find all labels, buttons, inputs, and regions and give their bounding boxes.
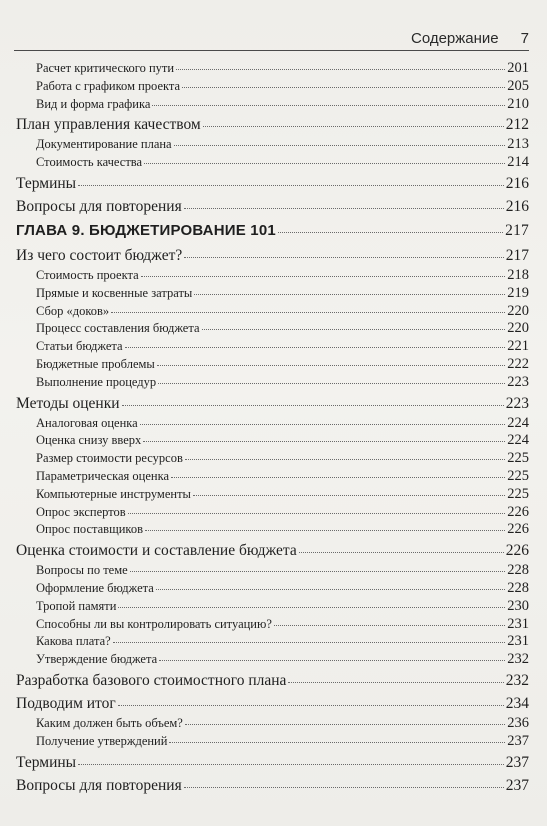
dot-leader — [152, 96, 505, 106]
toc-chapter-entry — [16, 218, 529, 244]
dot-leader — [144, 154, 505, 164]
dot-leader — [202, 321, 506, 331]
toc-entry — [16, 751, 529, 774]
toc-entry-title: Бюджетные проблемы — [36, 356, 155, 371]
toc-entry-title: Какова плата? — [36, 634, 111, 649]
toc-entry — [16, 113, 529, 136]
toc-entry-page-number: 221 — [507, 338, 529, 355]
toc-entry-title: Процесс составления бюджета — [36, 321, 200, 336]
running-header — [14, 30, 529, 50]
dot-leader — [184, 197, 504, 209]
toc-entry — [16, 374, 529, 392]
toc-entry-title: Способны ли вы контролировать ситуацию? — [36, 616, 272, 631]
toc-entry-title: Работа с графиком проекта — [36, 78, 181, 93]
toc-entry — [16, 692, 529, 715]
toc-entry-title: Каким должен быть объем? — [36, 715, 183, 730]
dot-leader — [143, 433, 505, 443]
toc-entry-title: Сбор «доков» — [36, 303, 110, 318]
toc-entry — [16, 415, 529, 433]
toc-entry-title: Аналоговая оценка — [36, 415, 138, 430]
header-title-block — [411, 30, 529, 47]
toc-entry-page-number: 231 — [507, 633, 529, 650]
toc-entry-page-number: 228 — [507, 579, 529, 596]
toc-entry-page-number: 213 — [507, 136, 529, 153]
toc-entry — [16, 136, 529, 154]
toc-entry-page-number: 237 — [505, 753, 529, 771]
toc-entry — [16, 669, 529, 692]
toc-entry-page-number: 217 — [505, 221, 529, 239]
dot-leader — [118, 598, 505, 608]
toc-entry-page-number: 231 — [507, 615, 529, 632]
dot-leader — [125, 338, 506, 348]
toc-entry-page-number: 234 — [505, 694, 529, 712]
toc-entry — [16, 154, 529, 172]
toc-entry — [16, 486, 529, 504]
toc-entry — [16, 450, 529, 468]
dot-leader — [145, 522, 505, 532]
toc-entry-page-number: 224 — [507, 414, 529, 431]
toc-entry-page-number: 205 — [507, 77, 529, 94]
toc-entry-title: Тропой памяти — [36, 598, 117, 613]
toc-entry-title: Подводим итог — [16, 694, 116, 712]
dot-leader — [185, 715, 505, 725]
toc-entry-title: Компьютерные инструменты — [36, 486, 191, 501]
toc-entry-title: Опрос экспертов — [36, 504, 126, 519]
toc-entry-page-number: 237 — [505, 776, 529, 794]
toc-entry-title: Утверждение бюджета — [36, 652, 158, 667]
toc-entry-title: Оформление бюджета — [36, 580, 154, 595]
dot-leader — [118, 694, 504, 706]
toc-entry — [16, 598, 529, 616]
dot-leader — [157, 356, 505, 366]
dot-leader — [140, 415, 506, 425]
toc-entry-page-number: 226 — [507, 503, 529, 520]
toc-entry — [16, 616, 529, 634]
toc-entry-title: Документирование плана — [36, 137, 172, 152]
dot-leader — [176, 60, 505, 70]
toc-entry-title: Методы оценки — [16, 394, 120, 412]
toc-entry — [16, 285, 529, 303]
dot-leader — [299, 541, 504, 553]
header-rule — [14, 50, 529, 51]
toc-entry-title: Получение утверждений — [36, 733, 168, 748]
dot-leader — [174, 137, 506, 147]
toc-entry-title: Размер стоимости ресурсов — [36, 451, 183, 466]
toc-entry — [16, 267, 529, 285]
dot-leader — [113, 634, 506, 644]
dot-leader — [203, 116, 504, 128]
toc-entry — [16, 320, 529, 338]
toc-entry — [16, 338, 529, 356]
toc-entry-page-number: 226 — [505, 542, 529, 560]
dot-leader — [159, 651, 505, 661]
toc-entry-page-number: 216 — [505, 174, 529, 192]
toc-entry-page-number: 201 — [507, 60, 529, 76]
toc-entry-title: План управления качеством — [16, 116, 201, 134]
toc-entry-page-number: 223 — [507, 373, 529, 390]
toc-entry-page-number: 220 — [507, 320, 529, 337]
toc-entry — [16, 432, 529, 450]
dot-leader — [122, 394, 504, 406]
toc-entry-title: Термины — [16, 174, 77, 192]
toc-entry — [16, 633, 529, 651]
toc-entry — [16, 733, 529, 751]
toc-entry-page-number: 212 — [505, 116, 529, 134]
toc-entry-page-number: 230 — [507, 597, 529, 614]
toc-entry-page-number: 232 — [507, 651, 529, 668]
toc-entry-page-number: 228 — [507, 562, 529, 579]
dot-leader — [288, 671, 503, 683]
toc-entry — [16, 60, 529, 78]
toc-entry-page-number: 224 — [507, 432, 529, 449]
toc-entry-page-number: 210 — [507, 95, 529, 112]
toc-entry-title: Опрос поставщиков — [36, 522, 143, 537]
dot-leader — [184, 246, 504, 258]
toc-entry — [16, 774, 529, 797]
toc-entry — [16, 651, 529, 669]
toc-entry-title: Разработка базового стоимостного плана — [16, 671, 287, 689]
toc-entry — [16, 172, 529, 195]
dot-leader — [185, 450, 505, 460]
header-page-number: 7 — [520, 30, 529, 47]
dot-leader — [278, 221, 503, 233]
toc-entry — [16, 580, 529, 598]
dot-leader — [274, 616, 505, 626]
dot-leader — [156, 580, 505, 590]
toc-entry-title: Оценка стоимости и составление бюджета — [16, 542, 297, 560]
toc-entry — [16, 715, 529, 733]
toc-entry-title: Прямые и косвенные затраты — [36, 285, 193, 300]
toc-entry-title: Вопросы по теме — [36, 563, 128, 578]
dot-leader — [184, 776, 504, 788]
toc-entry-title: ГЛАВА 9. БЮДЖЕТИРОВАНИЕ 101 — [16, 221, 276, 239]
toc-entry-page-number: 225 — [507, 450, 529, 467]
toc-entry-title: Вопросы для повторения — [16, 197, 182, 215]
dot-leader — [130, 562, 506, 572]
toc-entry-page-number: 232 — [505, 671, 529, 689]
toc-entry-page-number: 217 — [505, 246, 529, 264]
dot-leader — [158, 374, 505, 384]
toc-entry — [16, 303, 529, 321]
toc-entry-page-number: 226 — [507, 521, 529, 538]
toc-entry-title: Термины — [16, 753, 77, 771]
toc-entry — [16, 96, 529, 114]
dot-leader — [182, 78, 505, 88]
dot-leader — [78, 753, 504, 765]
toc-entry-page-number: 220 — [507, 302, 529, 319]
toc-entry-page-number: 216 — [505, 197, 529, 215]
toc-entry-page-number: 218 — [507, 266, 529, 283]
toc-entry-title: Вопросы для повторения — [16, 776, 182, 794]
toc-entry-title: Из чего состоит бюджет? — [16, 246, 183, 264]
toc-entry-page-number: 222 — [507, 355, 529, 372]
toc-entry-page-number: 236 — [507, 714, 529, 731]
toc-entry-page-number: 214 — [507, 154, 529, 171]
toc-entry-page-number: 219 — [507, 284, 529, 301]
toc-entry-page-number: 237 — [507, 732, 529, 749]
toc-entry — [16, 521, 529, 539]
toc-entry — [16, 244, 529, 267]
toc-entry-title: Оценка снизу вверх — [36, 433, 142, 448]
toc-entry-title: Выполнение процедур — [36, 374, 157, 389]
toc-entry-title: Параметрическая оценка — [36, 468, 169, 483]
header-title: Содержание — [410, 30, 499, 47]
toc-entry-title: Статьи бюджета — [36, 339, 123, 354]
toc-entry — [16, 195, 529, 218]
toc-entry-title: Вид и форма графика — [36, 96, 151, 111]
dot-leader — [128, 504, 506, 514]
toc-entry-title: Стоимость проекта — [36, 267, 139, 282]
toc-entry-page-number: 225 — [507, 467, 529, 484]
dot-leader — [111, 303, 505, 313]
toc-entry — [16, 356, 529, 374]
toc-entry — [16, 504, 529, 522]
dot-leader — [193, 486, 505, 496]
toc-entry — [16, 562, 529, 580]
toc-entry-title: Расчет критического пути — [36, 61, 175, 75]
dot-leader — [171, 468, 505, 478]
dot-leader — [141, 267, 506, 277]
dot-leader — [194, 285, 505, 295]
toc-entry — [16, 539, 529, 562]
toc-entry-page-number: 225 — [507, 485, 529, 502]
toc-entry — [16, 78, 529, 96]
dot-leader — [78, 174, 504, 186]
toc-entry-page-number: 223 — [505, 394, 529, 412]
dot-leader — [169, 733, 505, 743]
toc-entry-title: Стоимость качества — [36, 155, 143, 170]
toc-entry — [16, 392, 529, 415]
toc-entry — [16, 468, 529, 486]
table-of-contents — [16, 60, 529, 797]
